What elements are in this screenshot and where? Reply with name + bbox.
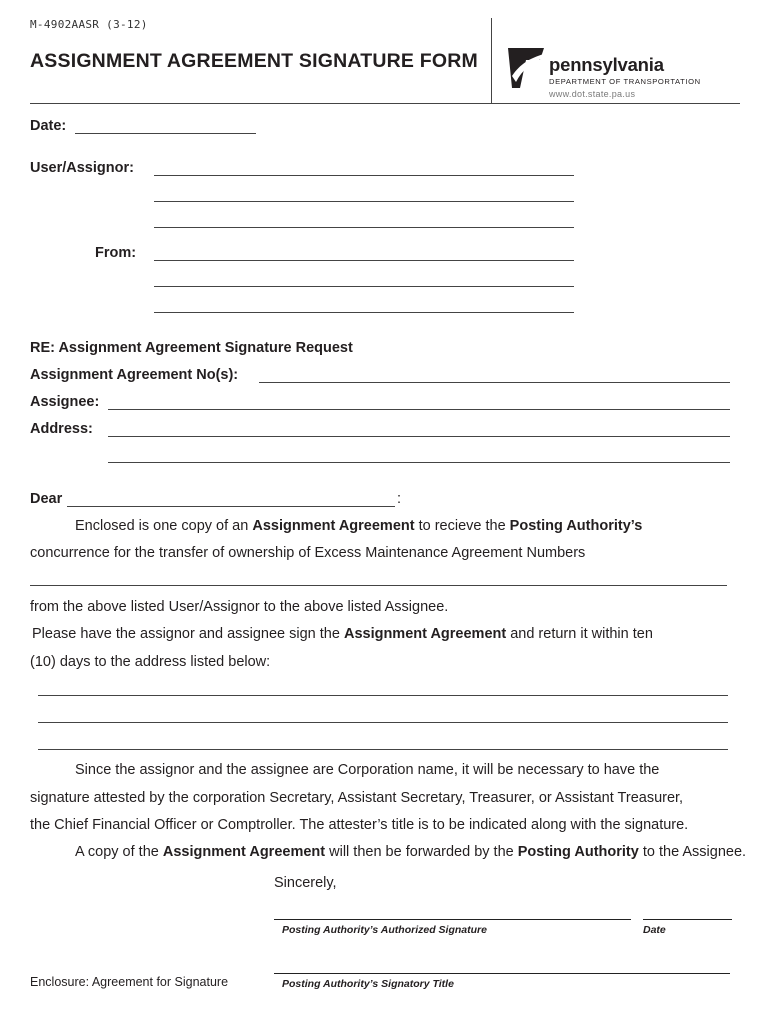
- signature-date-field[interactable]: [643, 919, 732, 920]
- from-label: From:: [95, 245, 137, 261]
- user-assignor-field-2[interactable]: [154, 201, 574, 202]
- keystone-logo-icon: [506, 46, 546, 90]
- paragraph-3-line-1: Please have the assignor and assignee sign the Assignment Agreement and return it within ten: [32, 626, 653, 642]
- dear-label: Dear: [30, 491, 63, 507]
- address-field-1[interactable]: [108, 436, 730, 437]
- user-assignor-label: User/Assignor:: [30, 160, 134, 176]
- paragraph-4-line-2: signature attested by the corporation Secretary, Assistant Secretary, Treasurer, or Assistant Treasurer,: [30, 790, 684, 806]
- date-label: Date:: [30, 118, 67, 134]
- assignee-label: Assignee:: [30, 394, 100, 410]
- from-field-3[interactable]: [154, 312, 574, 313]
- header-vertical-divider: [491, 18, 492, 104]
- agreement-numbers-blank[interactable]: [30, 585, 727, 586]
- agreement-numbers-field[interactable]: [259, 382, 730, 383]
- org-url: www.dot.state.pa.us: [549, 89, 636, 99]
- paragraph-2: from the above listed User/Assignor to the above listed Assignee.: [30, 599, 449, 615]
- dear-colon: :: [397, 491, 402, 507]
- signatory-title-caption: Posting Authority’s Signatory Title: [282, 978, 454, 990]
- paragraph-4-line-1: Since the assignor and the assignee are Corporation name, it will be necessary to have the: [75, 762, 660, 778]
- paragraph-1-line-1: Enclosed is one copy of an Assignment Agreement to recieve the Posting Authority’s: [75, 518, 643, 534]
- assignee-field[interactable]: [108, 409, 730, 410]
- re-subject: RE: Assignment Agreement Signature Request: [30, 340, 353, 356]
- date-caption: Date: [643, 924, 666, 936]
- org-name: pennsylvania: [549, 54, 664, 75]
- authorized-signature-caption: Posting Authority’s Authorized Signature: [282, 924, 487, 936]
- user-assignor-field-1[interactable]: [154, 175, 574, 176]
- date-field[interactable]: [75, 133, 256, 134]
- form-title: ASSIGNMENT AGREEMENT SIGNATURE FORM: [30, 50, 478, 72]
- user-assignor-field-3[interactable]: [154, 227, 574, 228]
- enclosure-note: Enclosure: Agreement for Signature: [30, 975, 229, 989]
- return-address-field-1[interactable]: [38, 695, 728, 696]
- authorized-signature-field[interactable]: [274, 919, 631, 920]
- from-field-1[interactable]: [154, 260, 574, 261]
- paragraph-3-line-2: (10) days to the address listed below:: [30, 654, 271, 670]
- paragraph-4-line-3: the Chief Financial Officer or Comptroller. The attester’s title is to be indicated along with the signature.: [30, 817, 689, 833]
- return-address-field-3[interactable]: [38, 749, 728, 750]
- org-department: DEPARTMENT OF TRANSPORTATION: [549, 77, 701, 86]
- header-horizontal-divider: [30, 103, 740, 104]
- signatory-title-field[interactable]: [274, 973, 730, 974]
- closing-text: Sincerely,: [274, 875, 337, 891]
- dear-name-field[interactable]: [67, 506, 395, 507]
- form-code: M-4902AASR (3-12): [30, 18, 148, 31]
- agreement-numbers-label: Assignment Agreement No(s):: [30, 367, 239, 383]
- address-label: Address:: [30, 421, 93, 437]
- paragraph-1-line-2: concurrence for the transfer of ownership of Excess Maintenance Agreement Numbers: [30, 545, 586, 561]
- return-address-field-2[interactable]: [38, 722, 728, 723]
- address-field-2[interactable]: [108, 462, 730, 463]
- paragraph-5: A copy of the Assignment Agreement will then be forwarded by the Posting Authority to the Assignee.: [75, 844, 747, 860]
- from-field-2[interactable]: [154, 286, 574, 287]
